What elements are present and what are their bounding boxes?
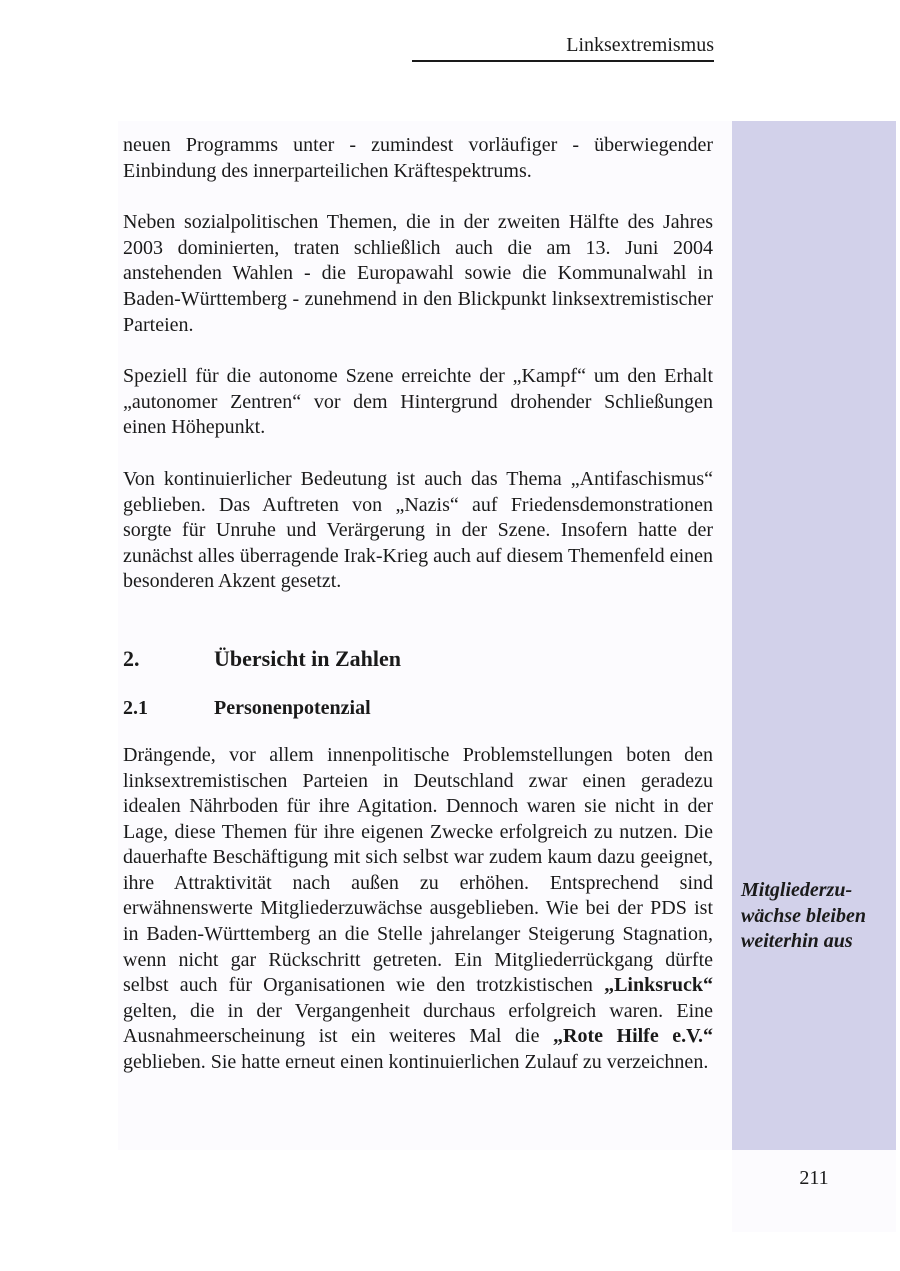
subsection-heading xyxy=(123,695,713,721)
margin-note-line-1: Mitgliederzu- xyxy=(741,879,853,901)
paragraph-5-text-3: geblieben. Sie hatte erneut einen kontinuierlichen Zulauf zu verzeichnen. xyxy=(123,1051,709,1074)
paragraph-5-text-1: Drängende, vor allem innenpolitische Problemstellungen boten den linksextremistischen Parteien in Deutschland zwar einen geradezu idealen Nährboden für ihre Agitation. Dennoch waren sie nicht in der Lage, diese Themen für ihre eigenen Zwecke erfolgreich zu nutzen. Die dauerhafte Beschäftigung mit sich selbst war zudem kaum dazu geeignet, ihre Attraktivität nach außen zu erhöhen. Entsprechend sind erwähnenswerte Mitgliederzuwächse ausgeblieben. Wie bei der PDS ist in Baden-Württemberg an die Stelle jahrelanger Steigerung Stagnation, wenn nicht gar Rückschritt getreten. Ein Mitgliederrückgang dürfte selbst auch für Organisationen wie den trotzkistischen xyxy=(123,743,713,997)
margin-note-line-3: weiterhin aus xyxy=(741,930,853,953)
paragraph-5-text-2: gelten, die in der Vergangenheit durchaus erfolgreich waren. Eine Ausnahmeerscheinung ist ein weiteres Mal die xyxy=(123,999,713,1048)
paragraph-1: neuen Programms unter - zumindest vorläufiger - überwiegender Einbindung des innerparteilichen Kräftespektrums. xyxy=(123,134,713,182)
rote-hilfe-term: „Rote Hilfe e.V.“ xyxy=(553,1025,713,1048)
footer-panel xyxy=(732,1150,896,1232)
margin-note xyxy=(741,878,891,955)
paragraph-5 xyxy=(123,743,713,1076)
linksruck-term: „Linksruck“ xyxy=(604,974,713,997)
body-text xyxy=(123,133,713,1102)
paragraph-3: Speziell für die autonome Szene erreichte der „Kampf“ um den Erhalt „autonomer Zentren“ vor dem Hintergrund drohender Schließungen einen Höhepunkt. xyxy=(123,365,713,439)
section-title: Übersicht in Zahlen xyxy=(214,645,402,671)
page-number: 211 xyxy=(799,1167,829,1189)
margin-panel xyxy=(732,121,896,1150)
paragraph-4: Von kontinuierlicher Bedeutung ist auch das Thema „Antifaschismus“ geblieben. Das Auftreten von „Nazis“ auf Friedensdemonstrationen sorgte für Unruhe und Verärgerung in der Szene. Insofern hatte der zunächst alles überragende Irak-Krieg auch auf diesem Themenfeld einen besonderen Akzent gesetzt. xyxy=(123,467,713,593)
subsection-number: 2.1 xyxy=(123,696,148,719)
paragraph-2: Neben sozialpolitischen Themen, die in der zweiten Hälfte des Jahres 2003 dominierten, traten schließlich auch die am 13. Juni 2004 anstehenden Wahlen - die Europawahl sowie die Kommunalwahl in Baden-Württemberg - zunehmend in den Blickpunkt linksextremistischer Parteien. xyxy=(123,211,713,336)
subsection-title: Personenpotenzial xyxy=(214,696,371,719)
running-header: Linksextremismus xyxy=(412,32,714,62)
section-heading xyxy=(123,645,713,673)
section-number: 2. xyxy=(123,645,140,671)
margin-note-line-2: wächse bleiben xyxy=(741,904,866,927)
